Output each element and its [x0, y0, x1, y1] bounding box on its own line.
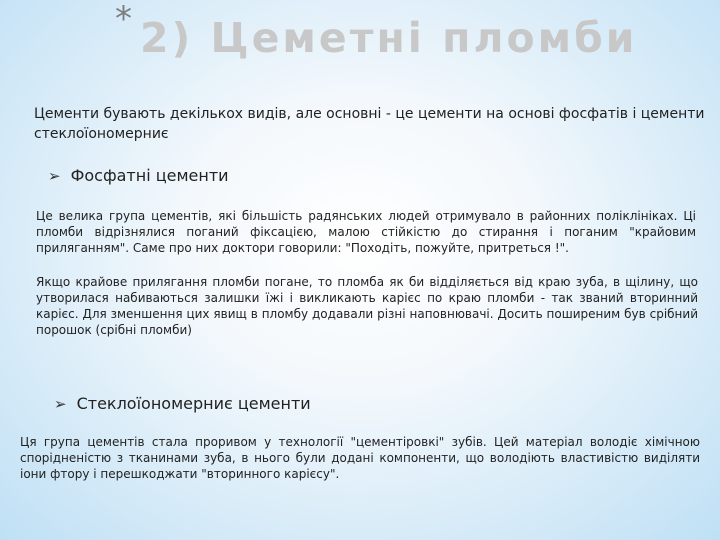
bullet-phosphate	[48, 166, 229, 185]
section-heading-phosphate: Фосфатні цементи	[70, 166, 229, 185]
intro-text: Цементи бувають декількох видів, але основні - це цементи на основі фосфатів і цементи стеклоїономерниє	[34, 106, 705, 142]
bullet-glass-ionomer	[54, 394, 311, 413]
glass-ionomer-paragraph: Ця група цементів стала проривом у технології "цементіровкі" зубів. Цей матеріал володіє хімічною спорідненістю з тканинами зуба, в нього були додані компоненти, що володіють властивістю виділяти іони фтору і перешкоджати "вторинного карієсу".	[20, 435, 700, 481]
asterisk-decoration: *	[115, 0, 132, 39]
arrow-bullet-icon: ➢	[54, 394, 67, 413]
phosphate-paragraph-2: Якщо крайове прилягання пломби погане, то пломба як би відділяється від краю зуба, в щілину, що утворилася набиваються залишки їжі і викликають карієс по краю пломби - так званий вторинний карієс. Для зменшення цих явищ в пломбу додавали різні наповнювачі. Досить поширеним був срібний порошок (срібні пломби)	[36, 275, 698, 337]
section-heading-glass-ionomer: Стеклоїономерниє цементи	[76, 394, 311, 413]
slide-title: 2) Цеметні пломби	[140, 14, 638, 62]
arrow-bullet-icon: ➢	[48, 166, 61, 185]
phosphate-paragraph-1: Це велика група цементів, які більшість радянських людей отримувало в районних поліклініках. Ці пломби відрізнялися поганий фіксацією, малою стійкістю до стирання і поганим "крайовим приляганням". Саме про них доктори говорили: "Походіть, пожуйте, притреться !".	[36, 209, 696, 255]
